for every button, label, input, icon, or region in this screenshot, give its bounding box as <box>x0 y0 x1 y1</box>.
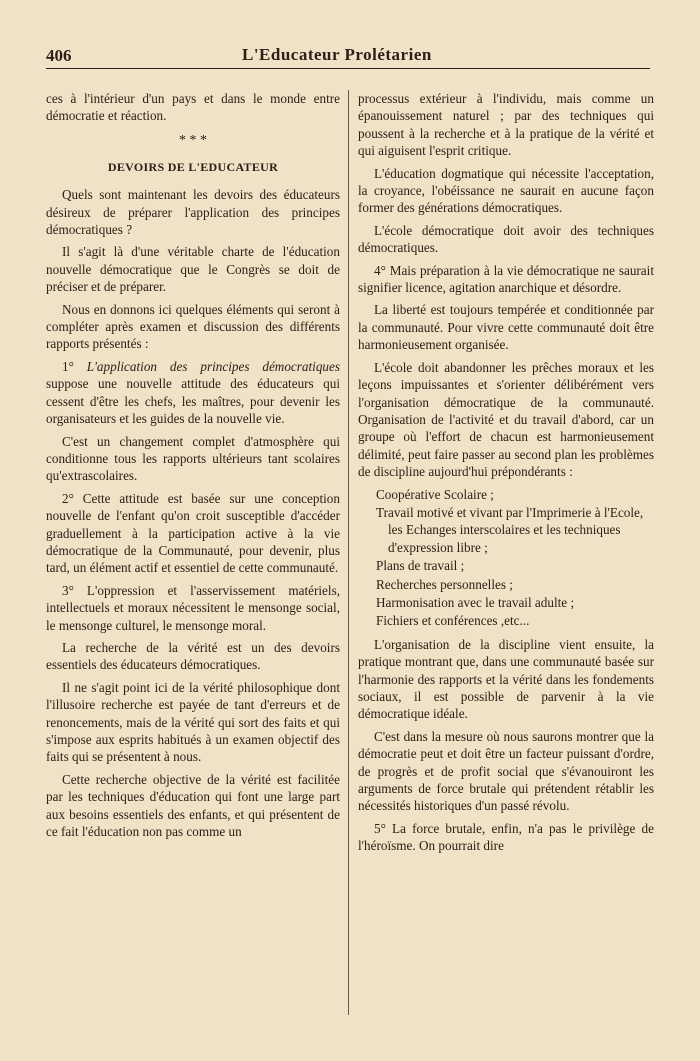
list <box>358 486 654 630</box>
paragraph: processus extérieur à l'individu, mais comme un épanouissement naturel ; par des techniques qui poussent à la recherche et à la pratique de la vérité et qui aiguisent l'esprit critique. <box>358 91 654 159</box>
column-divider <box>348 90 349 1015</box>
paragraph: L'éducation dogmatique qui nécessite l'acceptation, la croyance, l'obéissance ne saurait en aucune façon former des générations démocratiques. <box>358 165 654 216</box>
emphasis-text: L'application des principes démocratiques <box>86 358 340 374</box>
paragraph: 4° Mais préparation à la vie démocratique ne saurait signifier licence, agitation anarchique et désordre. <box>358 262 654 296</box>
paragraph: Il s'agit là d'une véritable charte de l'éducation nouvelle démocratique que le Congrès se doit de préciser et de préparer. <box>46 244 340 295</box>
section-heading: DEVOIRS DE L'EDUCATEUR <box>107 159 279 174</box>
paragraph <box>46 358 340 428</box>
list-item: Plans de travail ; <box>376 558 465 574</box>
item-number: 1° <box>62 358 74 374</box>
paragraph: Quels sont maintenant les devoirs des éducateurs désireux de préparer l'application des principes démocratiques ? <box>46 187 340 238</box>
paragraph: La liberté est toujours tempérée et conditionnée par la communauté. Pour vivre cette communauté doit être harmonieusement organisée. <box>358 302 654 353</box>
paragraph: La recherche de la vérité est un des devoirs essentiels des éducateurs démocratiques. <box>46 639 340 673</box>
list-item: Fichiers et conférences ,etc... <box>376 613 530 629</box>
journal-title: L'Educateur Prolétarien <box>242 45 432 64</box>
right-column <box>358 90 654 1020</box>
paragraph: Cette recherche objective de la vérité est facilitée par les techniques d'éducation qui font une large part aux besoins essentiels des enfants, et qui présentent de ce fait l'éducation non pas comme un <box>46 771 340 840</box>
paragraph: C'est un changement complet d'atmosphère qui conditionne tous les rapports ultérieurs tant scolaires qu'extrascolaires. <box>46 433 340 484</box>
list-item: Recherches personnelles ; <box>376 576 513 592</box>
list-item: Coopérative Scolaire ; <box>376 486 494 502</box>
page-number: 406 <box>46 46 72 65</box>
list-item: Travail motivé et vivant par l'Imprimerie à l'Ecole, les Echanges interscolaires et les techniques d'expression libre ; <box>376 504 644 555</box>
list-item: Harmonisation avec le travail adulte ; <box>376 594 575 610</box>
paragraph: L'organisation de la discipline vient ensuite, la pratique montrant que, dans une communauté basée sur l'harmonie des rapports et la vérité dans les fondements sociaux, il est possible de parvenir à la vie démocratique idéale. <box>358 636 654 722</box>
paragraph: C'est dans la mesure où nous saurons montrer que la démocratie peut et doit être un facteur puissant d'ordre, de progrès et de profit social que s'évanouiront les arguments de force brutale qui prétendent rétablir les nécessités historiques d'un passé révolu. <box>358 728 654 814</box>
paragraph: Il ne s'agit point ici de la vérité philosophique dont l'illusoire recherche est payée de tant d'erreurs et de renoncements, mais de la vérité qui sort des faits et qui s'impose aux esprits habitués à un examen objectif des faits qui se présentent à nous. <box>46 679 340 765</box>
paragraph: ces à l'intérieur d'un pays et dans le monde entre démocratie et réaction. <box>46 91 340 124</box>
page-header <box>46 44 650 69</box>
paragraph: 3° L'oppression et l'asservissement matériels, intellectuels et moraux nécessitent le mensonge social, le mensonge culturel, le mensonge moral. <box>46 582 340 633</box>
paragraph: 5° La force brutale, enfin, n'a pas le privilège de l'héroïsme. On pourrait dire <box>358 820 654 854</box>
paragraph: L'école doit abandonner les prêches moraux et les leçons impuissantes et s'orienter délibérément vers l'organisation démocratique de la communauté. Organisation de l'activité et du travail d'abord, car un groupe où l'effort de chacun est harmonieusement délimité, peut faire passer au second plan les problèmes de discipline aujourd'hui prépondérants : <box>358 359 654 480</box>
paragraph: 2° Cette attitude est basée sur une conception nouvelle de l'enfant qu'on croit susceptible d'accéder graduellement à la participation active à la vie démocratique de la Communauté, pour devenir, plus tard, un élément actif et essentiel de cette communauté. <box>46 490 340 576</box>
paragraph: Nous en donnons ici quelques éléments qui seront à compléter après examen et discussion des différents rapports présentés : <box>46 301 340 352</box>
paragraph: L'école démocratique doit avoir des techniques démocratiques. <box>358 222 654 256</box>
left-column <box>46 90 340 1020</box>
section-asterism: * * * <box>179 132 207 148</box>
paragraph-text: suppose une nouvelle attitude des éducateurs qui cessent d'être les chefs, les maîtres, pour devenir les organisateurs et les guides de la nouvelle vie. <box>46 376 340 427</box>
